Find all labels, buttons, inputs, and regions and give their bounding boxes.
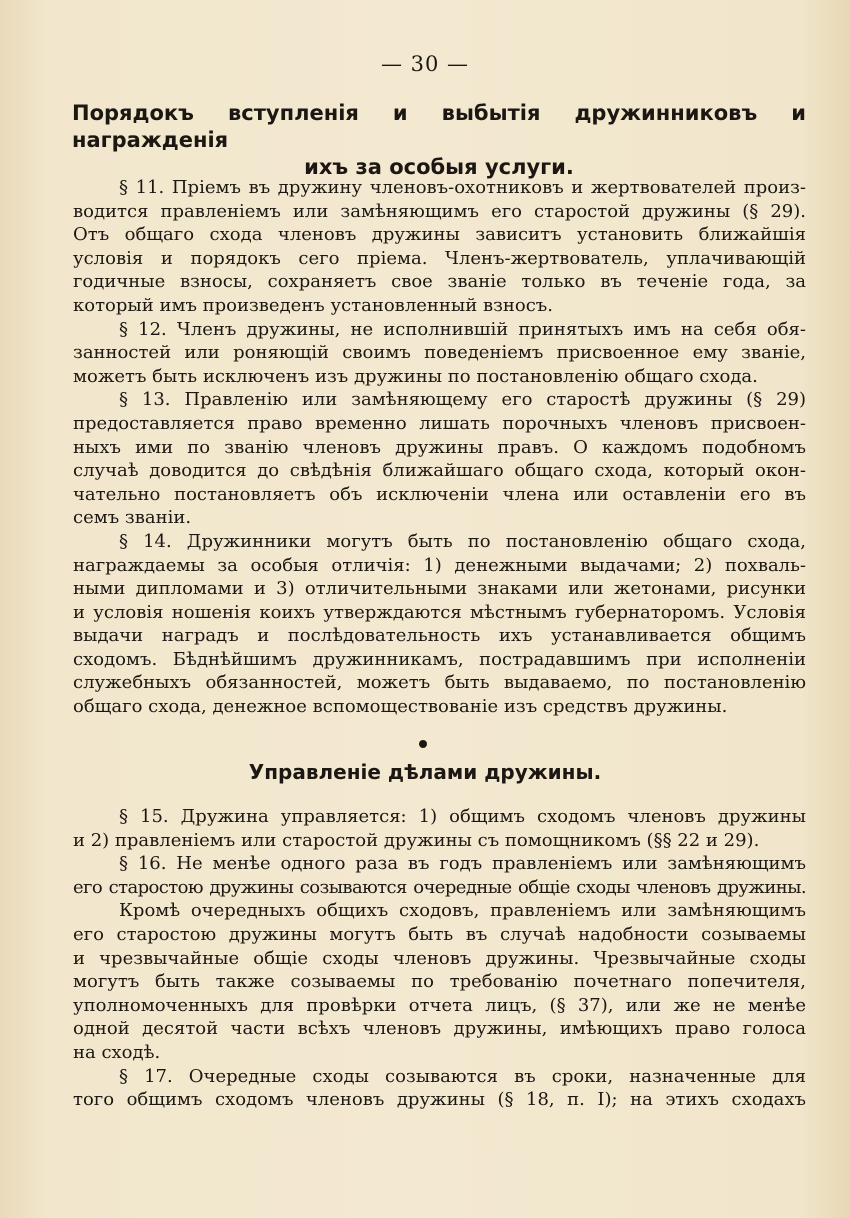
- section-heading-admission: [72, 100, 806, 181]
- text-line: того общимъ сходомъ членовъ дружины (§ 18, п. I); на этихъ сходахъ: [73, 1089, 806, 1111]
- text-line: § 14. Дружинники могутъ быть по постановленію общаго схода,: [119, 530, 806, 552]
- text-line: его старостою дружины созываются очередные общіе сходы членовъ дружины.: [73, 876, 806, 898]
- text-line: ными дипломами и 3) отличительными знаками или жетонами, рисунки: [73, 578, 806, 600]
- text-line: и условія ношенія коихъ утверждаются мѣстнымъ губернаторомъ. Условія: [73, 601, 806, 623]
- text-line: § 12. Членъ дружины, не исполнившій принятыхъ имъ на себя обя-: [119, 318, 806, 340]
- text-line: водится правленіемъ или замѣняющимъ его старостой дружины (§ 29).: [73, 200, 806, 222]
- text-line: его старостою дружины могутъ быть въ случаѣ надобности созываемы: [73, 923, 806, 945]
- text-line: можетъ быть исключенъ изъ дружины по постановленію общаго схода.: [73, 365, 758, 387]
- page-number: — 30 —: [380, 52, 470, 76]
- text-line: § 13. Правленію или замѣняющему его старостѣ дружины (§ 29): [119, 389, 806, 411]
- text-line: награждаемы за особыя отличія: 1) денежными выдачами; 2) похваль-: [73, 554, 806, 576]
- text-line: одной десятой части всѣхъ членовъ дружины, имѣющихъ право голоса: [73, 1018, 806, 1040]
- text-line: чательно постановляетъ объ исключеніи члена или оставленіи его въ: [73, 483, 806, 505]
- text-line: общаго схода, денежное вспомоществованіе изъ средствъ дружины.: [73, 696, 728, 718]
- text-line: который имъ произведенъ установленный взносъ.: [73, 294, 553, 316]
- section-management-text: [73, 805, 806, 1112]
- text-line: Отъ общаго схода членовъ дружины зависитъ установить ближайшія: [73, 224, 806, 246]
- text-line: семъ званіи.: [73, 507, 192, 529]
- text-line: § 16. Не менѣе одного раза въ годъ правленіемъ или замѣняющимъ: [119, 853, 806, 875]
- text-line: служебныхъ обязанностей, можетъ быть выдаваемо, по постановленію: [73, 672, 806, 694]
- text-line: случаѣ доводится до свѣдѣнія ближайшаго общаго схода, который окон-: [73, 460, 806, 482]
- text-line: § 15. Дружина управляется: 1) общимъ сходомъ членовъ дружины: [119, 806, 806, 827]
- section-admission-text: [73, 176, 806, 719]
- heading-line-2: ихъ за особыя услуги.: [304, 155, 574, 179]
- text-line: § 17. Очередные сходы созываются въ сроки, назначенные для: [119, 1065, 806, 1087]
- text-line: Кромѣ очередныхъ общихъ сходовъ, правленіемъ или замѣняющимъ: [119, 900, 806, 922]
- text-line: выдачи наградъ и послѣдовательность ихъ устанавливается общимъ: [73, 625, 806, 647]
- text-line: уполномоченныхъ для провѣрки отчета лицъ, (§ 37), или же не менѣе: [73, 994, 806, 1016]
- text-line: § 11. Пріемъ въ дружину членовъ-охотниковъ и жертвователей произ-: [119, 177, 806, 198]
- text-line: и 2) правленіемъ или старостой дружины съ помощникомъ (§§ 22 и 29).: [73, 829, 760, 851]
- text-line: годичные взносы, сохраняетъ свое званіе только въ теченіе года, за: [73, 271, 806, 293]
- text-line: сходомъ. Бѣднѣйшимъ дружинникамъ, пострадавшимъ при исполненіи: [73, 648, 806, 670]
- text-line: могутъ быть также созываемы по требованію почетнаго попечителя,: [73, 971, 806, 993]
- text-line: ныхъ ими по званію членовъ дружины правъ. О каждомъ подобномъ: [73, 436, 806, 458]
- section-heading-management: Управленіе дѣлами дружины.: [248, 760, 602, 784]
- text-line: на сходѣ.: [73, 1041, 161, 1063]
- separator-dot: [419, 740, 427, 748]
- text-line: и чрезвычайные общіе сходы членовъ дружины. Чрезвычайные сходы: [73, 947, 806, 969]
- heading-line-1: Порядокъ вступленія и выбытія дружинниковъ и награжденія: [72, 101, 806, 152]
- text-line: занностей или роняющій своимъ поведеніемъ присвоенное ему званіе,: [73, 342, 806, 364]
- text-line: предоставляется право временно лишать порочныхъ членовъ присвоен-: [73, 412, 806, 434]
- text-line: условія и порядокъ сего пріема. Членъ-жертвователь, уплачивающій: [73, 247, 806, 269]
